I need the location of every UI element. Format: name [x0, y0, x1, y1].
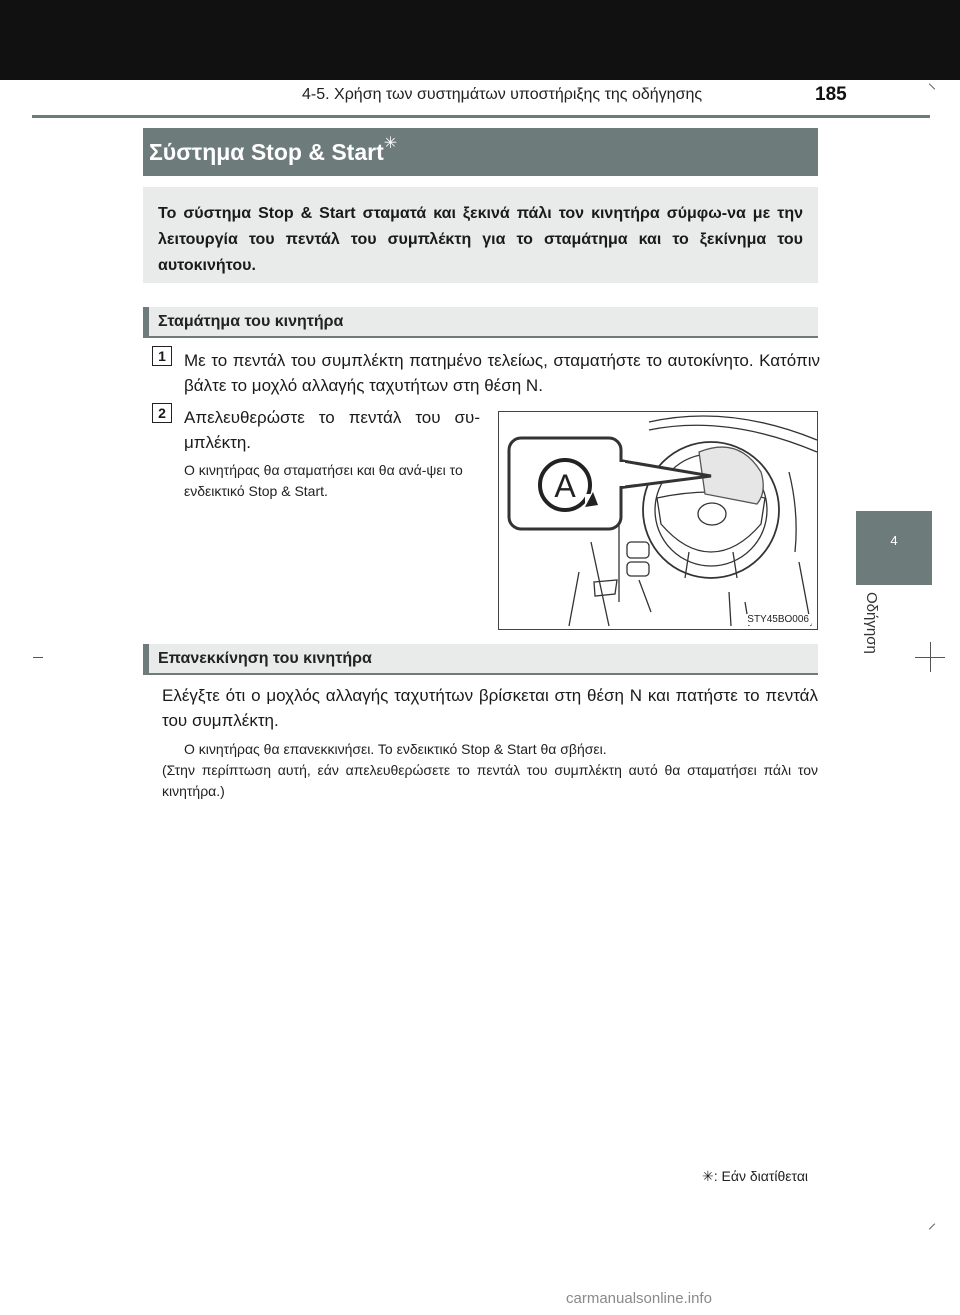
figure-code: STY45BO006	[747, 614, 809, 625]
intro-text: Το σύστημα Stop & Start σταματά και ξεκινά πάλι τον κινητήρα σύμφω-να με την λειτουργία του πεντάλ του συμπλέκτη για το σταμάτημα και το ξεκίνημα του αυτοκινήτου.	[158, 205, 803, 274]
crop-mark	[929, 1223, 935, 1229]
page-number: 185	[815, 84, 847, 105]
indicator-letter: A	[554, 468, 576, 504]
page-title	[149, 135, 398, 166]
dashboard-illustration	[498, 411, 818, 630]
chapter-side-label	[862, 592, 884, 672]
subheading-stop	[143, 307, 818, 338]
step-2-note: Ο κινητήρας θα σταματήσει και θα ανά-ψει το ενδεικτικό Stop & Start.	[184, 462, 463, 499]
step-2-number: 2	[152, 403, 172, 423]
step-1-number: 1	[152, 346, 172, 366]
crop-mark	[930, 642, 931, 672]
footnote	[702, 1168, 808, 1185]
step-1-text: Με το πεντάλ του συμπλέκτη πατημένο τελείως, σταματήστε το αυτοκίνητο. Κατόπιν βάλτε το μοχλό αλλαγής ταχυτήτων στη θέση N.	[184, 351, 820, 395]
subheading-restart	[143, 644, 818, 675]
subheading-restart-text: Επανεκκίνηση του κινητήρα	[158, 650, 372, 667]
step-2-text: Απελευθερώστε το πεντάλ του συ-μπλέκτη.	[184, 408, 480, 452]
restart-note-2: (Στην περίπτωση αυτή, εάν απελευθερώσετε το πεντάλ του συμπλέκτη αυτό θα σταματήσει πάλι τον κινητήρα.)	[162, 762, 818, 799]
crop-mark	[929, 83, 935, 89]
header-rule	[32, 115, 930, 118]
chapter-tab-number: 4	[890, 533, 898, 548]
section-header: 4-5. Χρήση των συστημάτων υποστήριξης της οδήγησης	[302, 86, 703, 103]
title-bar	[143, 128, 818, 176]
asterisk-icon: ✳	[383, 135, 398, 152]
asterisk-icon: ✳	[702, 1168, 714, 1184]
intro-box	[143, 187, 818, 283]
steering-wheel-illustration	[499, 412, 818, 630]
restart-text: Ελέγξτε ότι ο μοχλός αλλαγής ταχυτήτων βρίσκεται στη θέση N και πατήστε το πεντάλ του συμπλέκτη.	[162, 686, 818, 730]
restart-note-1: Ο κινητήρας θα επανεκκινήσει. Το ενδεικτικό Stop & Start θα σβήσει.	[184, 741, 607, 757]
page-title-text: Σύστημα Stop & Start	[149, 139, 384, 165]
watermark: carmanualsonline.info	[566, 1290, 712, 1307]
chapter-tab	[856, 511, 932, 585]
subheading-stop-text: Σταμάτημα του κινητήρα	[158, 313, 344, 330]
chapter-side-label-text: Οδήγηση	[863, 592, 880, 654]
top-black-band	[0, 0, 960, 80]
footnote-text: : Εάν διατίθεται	[713, 1168, 809, 1184]
crop-mark	[33, 657, 43, 658]
